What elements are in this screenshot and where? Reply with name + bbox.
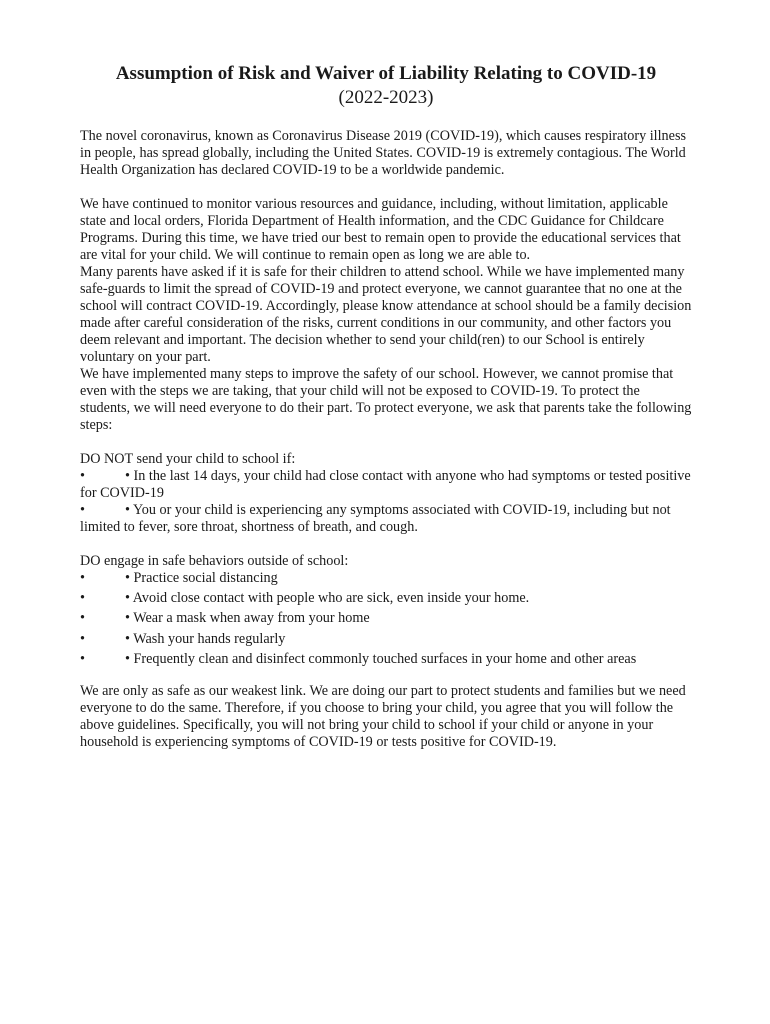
bullet-marker: • (80, 590, 85, 607)
spacer (80, 434, 692, 451)
do-not-heading: DO NOT send your child to school if: (80, 451, 296, 467)
document-page (80, 62, 692, 751)
spacer (80, 536, 692, 553)
bullet-marker: • (80, 570, 85, 586)
do-engage-list-item (80, 590, 692, 607)
paragraph-steps: We have implemented many steps to improve the safety of our school. However, we cannot promise that even with the steps we are taking, that your child will not be exposed to COVID-19. To protect the students, we will need everyone to do their part. To protect everyone, we ask that parents take the following steps: (80, 366, 692, 433)
document-title: Assumption of Risk and Waiver of Liability Relating to COVID-19 (115, 63, 657, 84)
do-engage-list-item (80, 610, 692, 627)
bullet-text: • Wash your hands regularly (125, 630, 286, 647)
paragraph-intro: The novel coronavirus, known as Coronavirus Disease 2019 (COVID-19), which causes respiratory illness in people, has spread globally, including the United States. COVID-19 is extremely contagious. The World Health Organization has declared COVID-19 to be a worldwide pandemic. (80, 128, 686, 178)
bullet-text: • Avoid close contact with people who are sick, even inside your home. (125, 590, 530, 607)
bullet-text: • Frequently clean and disinfect commonly touched surfaces in your home and other areas (125, 650, 637, 667)
paragraph-closing: We are only as safe as our weakest link. We are doing our part to protect students and families but we need everyone to do the same. Therefore, if you choose to bring your child, you agree that you will follow the above guidelines. Specifically, you will not bring your child to school if your child or anyone in your household is experiencing symptoms of COVID-19 or tests positive for COVID-19. (80, 682, 686, 750)
paragraph-safety-question: Many parents have asked if it is safe for their children to attend school. While we have implemented many safe-guards to limit the spread of COVID-19 and protect everyone, we cannot guarantee that no one at the school will contract COVID-19. Accordingly, please know attendance at school should be a family decision made after careful consideration of the risks, current conditions in our community, and other factors you deem relevant and important. The decision whether to send your child(ren) to our School is entirely voluntary on your part. (80, 264, 692, 365)
bullet-text: • Practice social distancing (125, 570, 278, 586)
bullet-marker: • (80, 610, 85, 627)
bullet-text: • Wear a mask when away from your home (125, 610, 370, 627)
do-engage-list (80, 570, 692, 668)
bullet-text: • You or your child is experiencing any symptoms associated with COVID-19, including but not limited to fever, sore throat, shortness of breath, and cough. (80, 502, 671, 535)
paragraph-monitoring: We have continued to monitor various resources and guidance, including, without limitation, applicable state and local orders, Florida Department of Health information, and the CDC Guidance for Childcare Programs. During this time, we have tried our best to remain open to provide the educational services that are vital for your child. We will continue to remain open as long we are able to. (80, 196, 681, 263)
spacer (80, 671, 692, 683)
do-engage-list-item (80, 570, 692, 587)
spacer (80, 179, 692, 196)
do-engage-heading: DO engage in safe behaviors outside of school: (80, 553, 349, 569)
do-engage-list-item (80, 631, 692, 648)
do-not-list-item (80, 502, 692, 536)
bullet-marker: • (80, 468, 85, 484)
do-engage-list-item (80, 651, 692, 668)
document-subtitle: (2022-2023) (338, 87, 434, 108)
bullet-marker: • (80, 502, 85, 518)
bullet-marker: • (80, 650, 85, 667)
do-not-list-item (80, 468, 692, 502)
bullet-marker: • (80, 630, 85, 647)
bullet-text: • In the last 14 days, your child had close contact with anyone who had symptoms or tested positive for COVID-19 (80, 468, 691, 501)
